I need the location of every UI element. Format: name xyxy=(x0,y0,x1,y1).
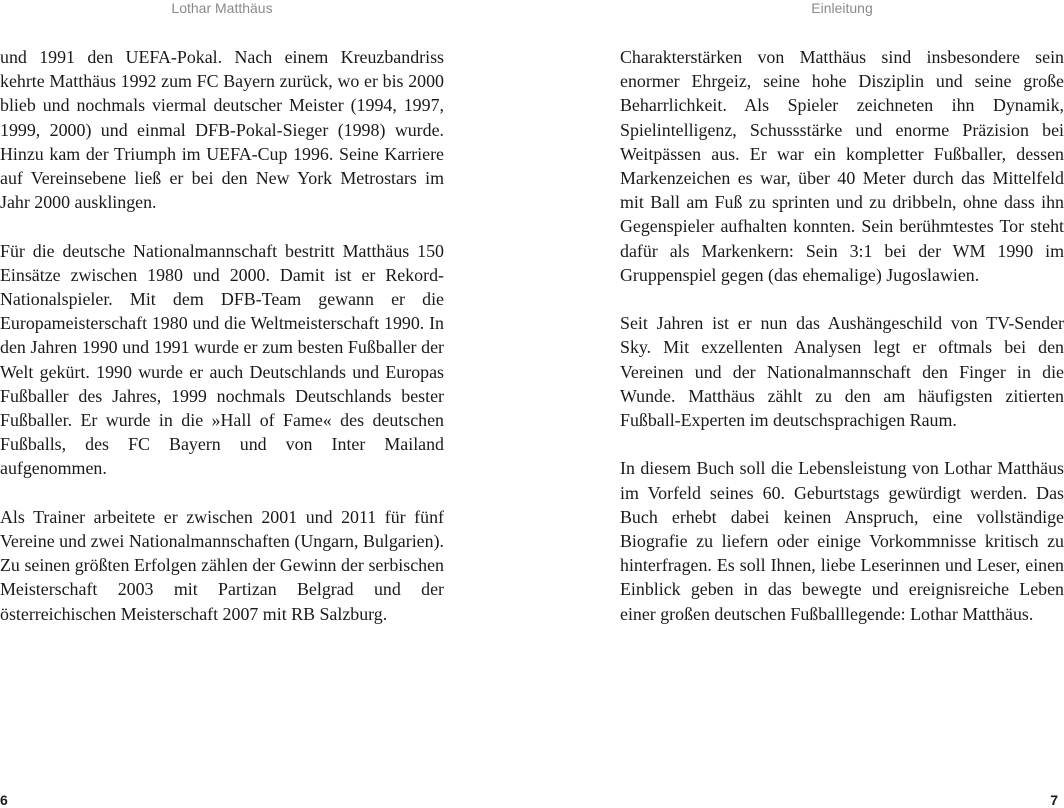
left-page-text xyxy=(0,45,444,650)
page-number-right: 7 xyxy=(1050,792,1058,808)
paragraph: In diesem Buch soll die Lebensleistung von Lothar Matthäus im Vorfeld seines 60. Geburtstags gewürdigt werden. Das Buch erhebt dabei keinen Anspruch, eine vollständige Biografie zu liefern oder einige Vorkommnisse kritisch zu hinterfragen. Es soll Ihnen, liebe Leserinnen und Leser, einen Einblick geben in das bewegte und ereignisreiche Leben einer großen deutschen Fußballlegende: Lothar Matthäus. xyxy=(620,458,1064,624)
paragraph: Seit Jahren ist er nun das Aushängeschild von TV-Sender Sky. Mit exzellenten Analysen legt er oftmals bei den Vereinen und der Nationalmannschaft den Finger in die Wunde. Matthäus zählt zu den am häufigsten zitierten Fußball-Experten im deutschsprachigen Raum. xyxy=(620,313,1064,431)
running-head-right: Einleitung xyxy=(811,0,873,16)
paragraph: Als Trainer arbeitete er zwischen 2001 und 2011 für fünf Vereine und zwei Nationalmannschaften (Ungarn, Bulgarien). Zu seinen größten Erfolgen zählen der Gewinn der serbischen Meisterschaft 2003 mit Partizan Belgrad und der österreichischen Meisterschaft 2007 mit RB Salzburg. xyxy=(0,506,444,624)
running-head-left: Lothar Matthäus xyxy=(171,0,273,16)
right-page-text xyxy=(620,45,1064,650)
paragraph: und 1991 den UEFA-Pokal. Nach einem Kreuzbandriss kehrte Matthäus 1992 zum FC Bayern zurück, wo er bis 2000 blieb und nochmals viermal deutscher Meister (1994, 1997, 1999, 2000) und einmal DFB-Pokal-Sieger (1998) wurde. Hinzu kam der Triumph im UEFA-Cup 1996. Seine Karriere auf Vereinsebene ließ er bei den New York Metrostars im Jahr 2000 ausklingen. xyxy=(0,47,444,213)
page-number-left: 6 xyxy=(0,792,8,808)
paragraph: Charakterstärken von Matthäus sind insbesondere sein enormer Ehrgeiz, seine hohe Disziplin und seine große Beharrlichkeit. Als Spieler zeichneten ihn Dynamik, Spielintelligenz, Schussstärke und enorme Präzision bei Weitpässen aus. Er war ein kompletter Fußballer, dessen Markenzeichen es war, über 40 Meter durch das Mittelfeld mit Ball am Fuß zu sprinten und zu dribbeln, ohne dass ihn Gegenspieler aufhalten konnten. Sein berühmtestes Tor steht dafür als Markenkern: Sein 3:1 bei der WM 1990 im Gruppenspiel gegen (das ehemalige) Jugoslawien. xyxy=(620,47,1064,285)
paragraph: Für die deutsche Nationalmannschaft bestritt Matthäus 150 Einsätze zwischen 1980 und 2000. Damit ist er Rekord-Nationalspieler. Mit dem DFB-Team gewann er die Europameisterschaft 1980 und die Weltmeisterschaft 1990. In den Jahren 1990 und 1991 wurde er zum besten Fußballer der Welt gekürt. 1990 wurde er auch Deutschlands und Europas Fußballer des Jahres, 1999 nochmals Deutschlands bester Fußballer. Er wurde in die »Hall of Fame« des deutschen Fußballs, des FC Bayern und von Inter Mailand aufgenommen. xyxy=(0,240,444,479)
